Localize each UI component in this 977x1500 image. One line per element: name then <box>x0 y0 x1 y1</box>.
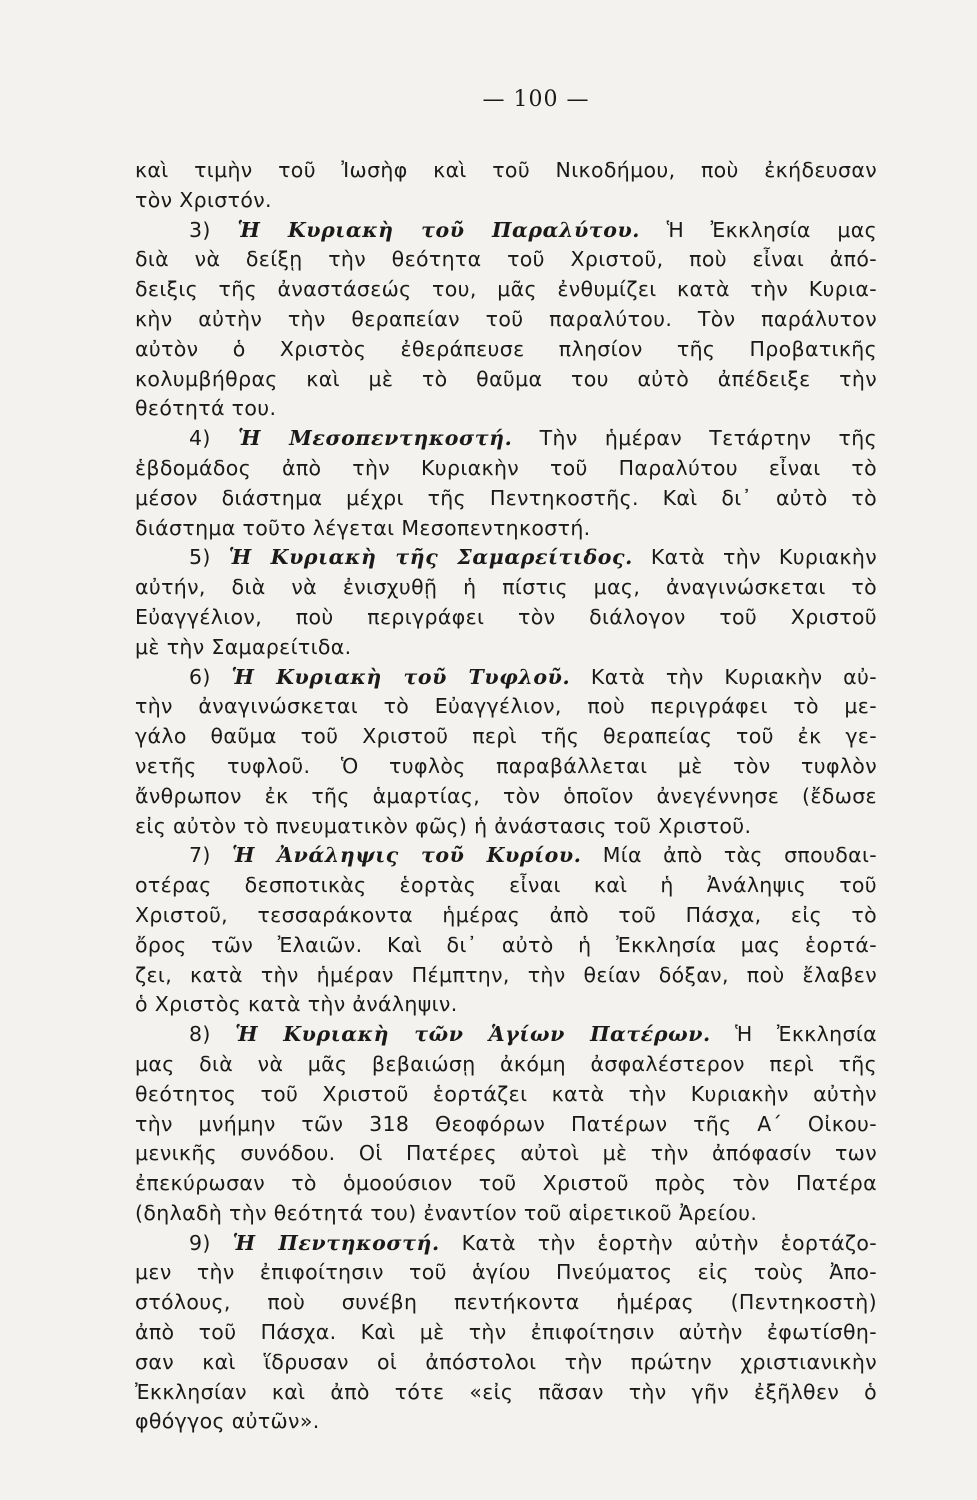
line-text: θεότητά του. <box>135 396 277 421</box>
line-text: διὰ νὰ δείξῃ τὴν θεότητα τοῦ Χριστοῦ, ποὺ εἶναι ἀπό- <box>135 247 877 272</box>
line-text: νετῆς τυφλοῦ. Ὁ τυφλὸς παραβάλλεται μὲ τὸν τυφλὸν <box>135 753 877 778</box>
text-line <box>135 335 877 365</box>
line-text: τὴν μνήμην τῶν 318 Θεοφόρων Πατέρων τῆς Α΄ Οἰκου- <box>135 1111 877 1136</box>
line-text: ἐπεκύρωσαν τὸ ὁμοούσιον τοῦ Χριστοῦ πρὸς τὸν Πατέρα <box>135 1171 877 1196</box>
text-line <box>135 275 877 305</box>
line-text: ὁ Χριστὸς κατὰ τὴν ἀνάληψιν. <box>135 992 458 1017</box>
text-line <box>135 514 877 544</box>
line-text: Εὐαγγέλιον, ποὺ περιγράφει τὸν διάλογον τοῦ Χριστοῦ <box>135 604 877 629</box>
line-text: Τὴν ἡμέραν Τετάρτην τῆς <box>539 426 877 451</box>
text-line <box>135 305 877 335</box>
text-line <box>135 1110 877 1140</box>
section-number: 3) <box>189 217 211 242</box>
line-text: ὄρος τῶν Ἐλαιῶν. Καὶ δι᾽ αὐτὸ ἡ Ἐκκλησία μας ἑορτά- <box>135 932 877 957</box>
line-text: ἀπὸ τοῦ Πάσχα. Καὶ μὲ τὴν ἐπιφοίτησιν αὐτὴν ἐφωτίσθη- <box>135 1320 877 1345</box>
line-text: μέσον διάστημα μέχρι τῆς Πεντηκοστῆς. Καὶ δι᾽ αὐτὸ τὸ <box>135 485 877 510</box>
line-text: αὐτήν, διὰ νὰ ἐνισχυθῇ ἡ πίστις μας, ἀναγινώσκεται τὸ <box>135 575 877 600</box>
text-line <box>135 186 877 216</box>
line-text: Κατὰ τὴν Κυριακὴν αὐ- <box>590 664 878 689</box>
line-text: κολυμβήθρας καὶ μὲ τὸ θαῦμα του αὐτὸ ἀπέδειξε τὴν <box>135 366 877 391</box>
line-text: ζει, κατὰ τὴν ἡμέραν Πέμπτην, τὴν θείαν δόξαν, ποὺ ἔλαβεν <box>135 962 877 987</box>
line-text: σαν καὶ ἵδρυσαν οἱ ἀπόστολοι τὴν πρώτην χριστιανικὴν <box>135 1349 877 1374</box>
line-text: μενικῆς συνόδου. Οἱ Πατέρες αὐτοὶ μὲ τὴν ἀπόφασίν των <box>135 1141 877 1166</box>
text-line <box>135 931 877 961</box>
line-text: Χριστοῦ, τεσσαράκοντα ἡμέρας ἀπὸ τοῦ Πάσχα, εἰς τὸ <box>135 902 877 927</box>
line-text: Κατὰ τὴν ἑορτὴν αὐτὴν ἑορτάζο- <box>461 1230 877 1255</box>
line-text: καὶ τιμὴν τοῦ Ἰωσὴφ καὶ τοῦ Νικοδήμου, ποὺ ἐκήδευσαν <box>135 158 877 182</box>
section-number: 7) <box>189 843 211 868</box>
section-heading-line <box>135 424 877 454</box>
section-heading-line <box>135 1020 877 1050</box>
section-number: 6) <box>189 664 211 689</box>
text-line <box>135 1258 877 1288</box>
body-text <box>135 156 877 1437</box>
section-title: Ἡ Κυριακὴ τοῦ Τυφλοῦ. <box>231 664 571 689</box>
text-line <box>135 1348 877 1378</box>
text-line <box>135 156 877 186</box>
section-number: 9) <box>189 1230 211 1255</box>
text-line <box>135 365 877 395</box>
text-line <box>135 1139 877 1169</box>
line-text: ἑβδομάδος ἀπὸ τὴν Κυριακὴν τοῦ Παραλύτου εἶναι τὸ <box>135 455 877 480</box>
line-text: τὴν ἀναγινώσκεται τὸ Εὐαγγέλιον, ποὺ περιγράφει τὸ με- <box>135 694 877 719</box>
line-text: μεν τὴν ἐπιφοίτησιν τοῦ ἁγίου Πνεύματος εἰς τοὺς Ἀπο- <box>135 1260 877 1285</box>
text-line <box>135 692 877 722</box>
section-title: Ἡ Κυριακὴ τῶν Ἁγίων Πατέρων. <box>235 1022 711 1047</box>
line-text: αὐτὸν ὁ Χριστὸς ἐθεράπευσε πλησίον τῆς Προβατικῆς <box>135 336 877 361</box>
text-line <box>135 990 877 1020</box>
line-text: Κατὰ τὴν Κυριακὴν <box>650 545 877 570</box>
section-number: 5) <box>189 545 211 570</box>
line-text: Ἡ Ἐκκλησία <box>735 1022 877 1047</box>
text-line <box>135 1080 877 1110</box>
line-text: (δηλαδὴ τὴν θεότητά του) ἐναντίον τοῦ αἱρετικοῦ Ἀρείου. <box>135 1200 758 1225</box>
text-line <box>135 782 877 812</box>
text-line <box>135 1199 877 1229</box>
text-line <box>135 1050 877 1080</box>
line-text: Μία ἀπὸ τὰς σπουδαι- <box>602 843 877 868</box>
text-line <box>135 245 877 275</box>
text-line <box>135 573 877 603</box>
section-heading-line <box>135 543 877 573</box>
text-line <box>135 752 877 782</box>
line-text: κὴν αὐτὴν τὴν θεραπείαν τοῦ παραλύτου. Τὸν παράλυτον <box>135 306 877 331</box>
line-text: γάλο θαῦμα τοῦ Χριστοῦ περὶ τῆς θεραπείας τοῦ ἐκ γε- <box>135 724 877 749</box>
section-number: 8) <box>189 1022 211 1047</box>
line-text: στόλους, ποὺ συνέβη πεντήκοντα ἡμέρας (Πεντηκοστὴ) <box>135 1290 877 1315</box>
text-line <box>135 901 877 931</box>
section-number: 4) <box>189 426 211 451</box>
text-line <box>135 1378 877 1408</box>
text-line <box>135 961 877 991</box>
section-title: Ἡ Ἀνάληψις τοῦ Κυρίου. <box>232 843 582 868</box>
line-text: μὲ τὴν Σαμαρείτιδα. <box>135 634 352 659</box>
section-title: Ἡ Κυριακὴ τῆς Σαμαρείτιδος. <box>228 545 633 570</box>
page-number: — 100 — <box>482 87 590 112</box>
text-line <box>135 871 877 901</box>
line-text: Ἡ Ἐκκλησία μας <box>666 217 878 242</box>
section-heading-line <box>135 1229 877 1259</box>
line-text: δειξις τῆς ἀναστάσεώς του, μᾶς ἐνθυμίζει κατὰ τὴν Κυρια- <box>135 277 877 302</box>
section-heading-line <box>135 841 877 871</box>
text-line <box>135 484 877 514</box>
line-text: τὸν Χριστόν. <box>135 187 272 212</box>
section-heading-line <box>135 216 877 246</box>
line-text: Ἐκκλησίαν καὶ ἀπὸ τότε «εἰς πᾶσαν τὴν γῆν ἐξῆλθεν ὁ <box>135 1379 877 1404</box>
line-text: οτέρας δεσποτικὰς ἑορτὰς εἶναι καὶ ἡ Ἀνάληψις τοῦ <box>135 873 877 898</box>
text-line <box>135 454 877 484</box>
section-title: Ἡ Πεντηκοστή. <box>232 1230 440 1255</box>
text-line <box>135 633 877 663</box>
line-text: εἰς αὐτὸν τὸ πνευματικὸν φῶς) ἡ ἀνάστασις τοῦ Χριστοῦ. <box>135 813 752 838</box>
text-line <box>135 394 877 424</box>
line-text: ἄνθρωπον ἐκ τῆς ἁμαρτίας, τὸν ὁποῖον ἀνεγέννησε (ἔδωσε <box>135 783 877 808</box>
line-text: μας διὰ νὰ μᾶς βεβαιώσῃ ἀκόμη ἀσφαλέστερον περὶ τῆς <box>135 1051 877 1076</box>
text-line <box>135 1169 877 1199</box>
text-line <box>135 1288 877 1318</box>
section-title: Ἡ Μεσοπεντηκοστή. <box>237 426 513 451</box>
text-line <box>135 812 877 842</box>
line-text: φθόγγος αὐτῶν». <box>135 1409 320 1434</box>
section-title: Ἡ Κυριακὴ τοῦ Παραλύτου. <box>237 217 641 242</box>
line-text: θεότητος τοῦ Χριστοῦ ἑορτάζει κατὰ τὴν Κυριακὴν αὐτὴν <box>135 1081 877 1106</box>
section-heading-line <box>135 663 877 693</box>
line-text: διάστημα τοῦτο λέγεται Μεσοπεντηκοστή. <box>135 515 591 540</box>
text-line <box>135 603 877 633</box>
text-line <box>135 722 877 752</box>
text-line <box>135 1407 877 1437</box>
text-line <box>135 1318 877 1348</box>
